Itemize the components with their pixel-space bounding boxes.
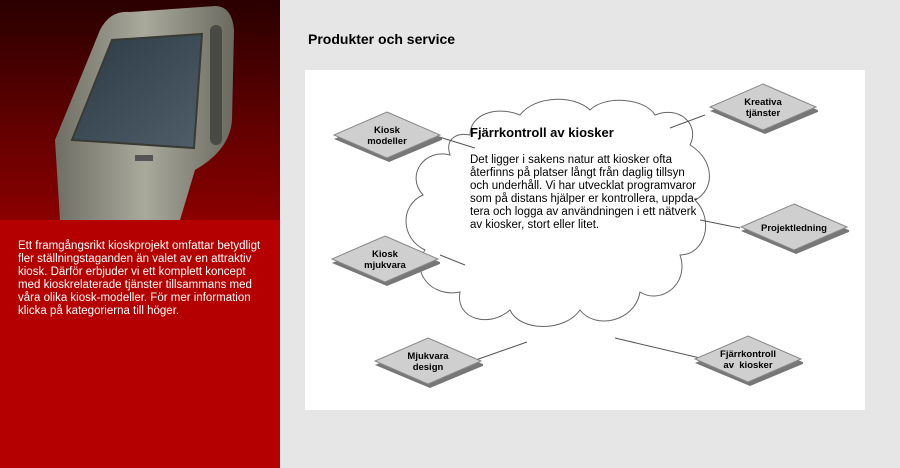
node-label: Kiosk mjukvara	[364, 249, 406, 271]
node-kiosk-mjukvara[interactable]	[330, 230, 440, 290]
kiosk-image	[0, 0, 280, 220]
node-mjukvara-design[interactable]	[373, 332, 483, 392]
cloud-content	[470, 125, 710, 232]
node-label: Projektledning	[761, 222, 827, 234]
node-label: Kiosk modeller	[367, 125, 407, 147]
main-content	[280, 0, 900, 468]
intro-text: Ett framgångsrikt kioskprojekt omfattar betydligt fler ställningstaganden än valet av en attraktiv kiosk. Därför erbjuder vi ett komplett koncept med kioskrelaterade tjänster tillsammans med våra olika kiosk-modeller. För mer information klicka på kategorierna till höger.	[18, 240, 261, 317]
cloud-description: Det ligger i sakens natur att kiosker ofta återfinns på platser långt från daglig tillsyn och underhåll. Vi har utvecklat programvaror som på distans hjälper er kontrollera, uppda-tera och logga av användningen i ett nätverk av kiosker, stort eller litet.	[470, 154, 698, 231]
node-kiosk-modeller[interactable]	[332, 106, 442, 166]
node-label: Fjärrkontroll av kiosker	[720, 349, 776, 371]
node-label: Kreativa tjänster	[744, 97, 782, 119]
cloud-heading: Fjärrkontroll av kiosker	[470, 125, 614, 140]
node-kreativa-tjanster[interactable]	[708, 78, 818, 138]
node-fjarrkontroll[interactable]	[693, 330, 803, 390]
page-title: Produkter och service	[308, 31, 456, 47]
node-label: Mjukvara design	[407, 351, 449, 373]
left-panel	[0, 0, 280, 468]
services-diagram	[305, 70, 865, 410]
node-projektledning[interactable]	[739, 198, 849, 258]
